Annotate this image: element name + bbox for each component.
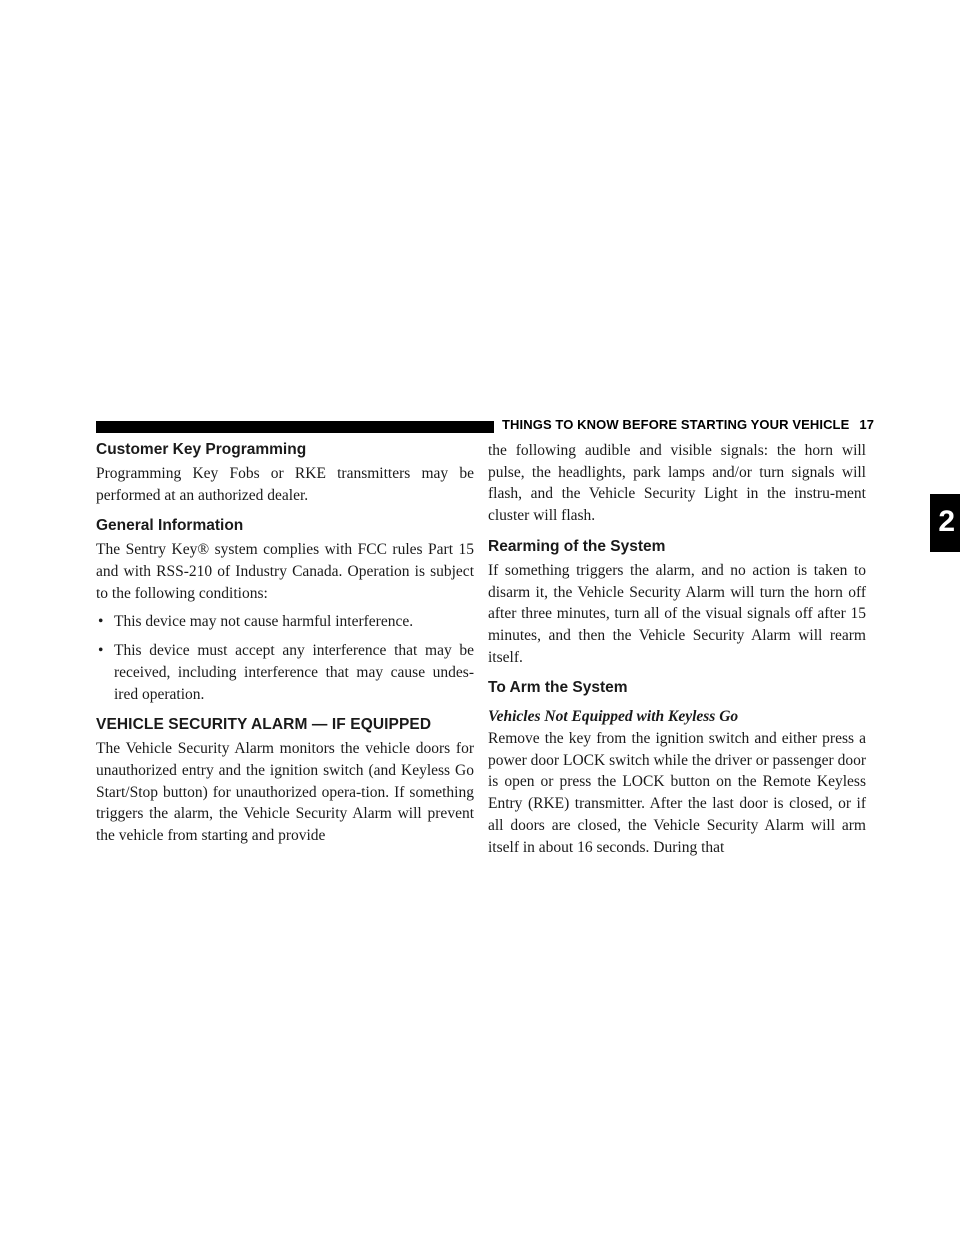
section-heading: VEHICLE SECURITY ALARM — IF EQUIPPED <box>96 716 432 734</box>
section-alarm <box>96 715 474 847</box>
section-rearming <box>488 537 866 669</box>
bullet-icon: • <box>98 612 104 630</box>
chapter-number: 2 <box>938 505 955 538</box>
section-heading: General Information <box>96 517 244 535</box>
section-arm <box>488 678 866 858</box>
section-customer-key <box>96 440 474 506</box>
section-general-info <box>96 516 474 705</box>
subheading: Vehicles Not Equipped with Keyless Go <box>488 708 739 726</box>
page-number: 17 <box>859 417 875 432</box>
header-title: THINGS TO KNOW BEFORE STARTING YOUR VEHICLE <box>502 417 850 432</box>
bullet-list <box>96 611 474 706</box>
section-body: If something triggers the alarm, and no action is taken to disarm it, the Vehicle Security Alarm will turn the horn off after three minutes, turn all of the visual signals off after 15 minutes, and then the Vehicle Security Alarm will rearm itself. <box>488 561 866 666</box>
chapter-tab <box>930 494 960 552</box>
section-body: Programming Key Fobs or RKE transmitters may be performed at an authorized dealer. <box>96 465 474 504</box>
section-body: The Vehicle Security Alarm monitors the vehicle doors for unauthorized entry and the ignition switch (and Keyless Go Start/Stop button) for unauthorized opera-tion. If something triggers the alarm, the Vehicle Security Alarm will prevent the vehicle from starting and provide <box>96 740 474 845</box>
right-column <box>488 440 866 868</box>
section-alarm-continued <box>488 440 866 527</box>
section-body: the following audible and visible signals: the horn will pulse, the headlights, park lamps and/or turn signals will flash, and the Vehicle Security Light in the instru-ment cluster will flash. <box>488 442 866 525</box>
left-column <box>96 440 474 857</box>
list-item-text: This device may not cause harmful interference. <box>114 612 414 630</box>
bullet-icon: • <box>98 642 104 660</box>
section-body: Remove the key from the ignition switch and either press a power door LOCK switch while the driver or passenger door is open or press the LOCK button on the Remote Keyless Entry (RKE) transmitter. After the last door is closed, or if all doors are closed, the Vehicle Security Alarm will arm itself in about 16 seconds. During that <box>488 730 866 856</box>
section-body: The Sentry Key® system complies with FCC rules Part 15 and with RSS-210 of Industry Canada. Operation is subject to the following conditions: <box>96 541 474 602</box>
section-heading: Customer Key Programming <box>96 441 307 458</box>
list-item-text: This device must accept any interference that may be received, including interference that may cause undes-ired operation. <box>114 642 474 703</box>
section-heading: Rearming of the System <box>488 537 666 555</box>
list-item <box>96 640 474 705</box>
list-item <box>96 611 474 633</box>
section-heading: To Arm the System <box>488 679 628 697</box>
running-header <box>502 417 875 432</box>
header-rule <box>96 421 494 433</box>
